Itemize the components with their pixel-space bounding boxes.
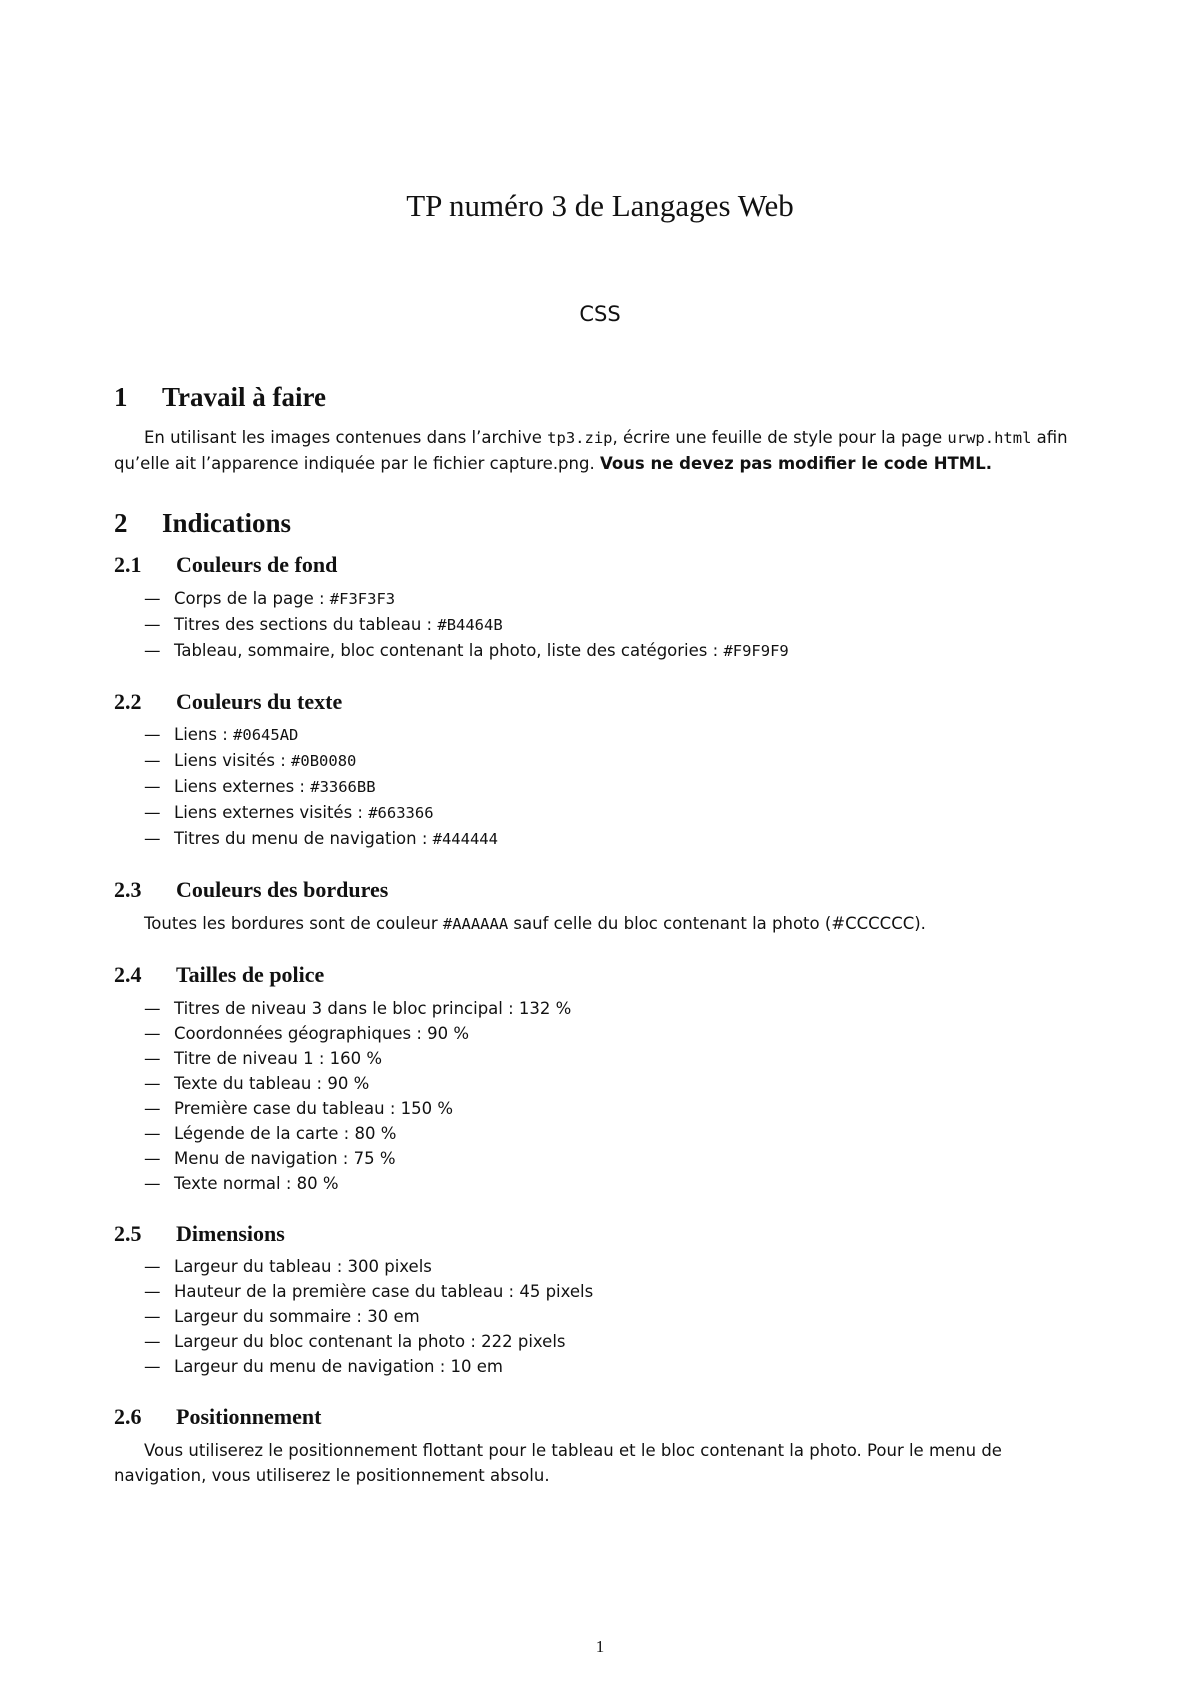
color-value: #0645AD [233, 726, 299, 745]
subsection-title: Couleurs de fond [176, 552, 338, 578]
list-item: — Première case du tableau : 150 % [144, 1096, 1094, 1121]
list-item: — Liens visités : #0B0080 [144, 748, 1094, 774]
color-value: #663366 [368, 804, 434, 823]
list-item: — Largeur du bloc contenant la photo : 222 pixels [144, 1329, 1094, 1354]
list-item: — Liens : #0645AD [144, 722, 1094, 748]
list-item: — Largeur du menu de navigation : 10 em [144, 1354, 1094, 1379]
paragraph: Toutes les bordures sont de couleur #AAAAAA sauf celle du bloc contenant la photo (#CCCCCC). [144, 913, 926, 933]
list-item: — Tableau, sommaire, bloc contenant la photo, liste des catégories : #F9F9F9 [144, 638, 1094, 664]
inline-code: tp3.zip [547, 429, 613, 448]
subsection-title: Dimensions [176, 1220, 285, 1246]
subsection-heading [114, 876, 1094, 905]
color-value: #444444 [432, 830, 498, 849]
paragraph: Vous utiliserez le positionnement flottant pour le tableau et le bloc contenant la photo. Pour le menu de navigation, vous utiliserez le positionnement absolu. [114, 1440, 1002, 1485]
list-item: — Largeur du tableau : 300 pixels [144, 1254, 1094, 1279]
list-item: — Liens externes : #3366BB [144, 774, 1094, 800]
subsection-heading [114, 1220, 1094, 1249]
document-subtitle: CSS [579, 302, 621, 326]
document-body [114, 380, 1094, 1488]
list-dimensions [114, 1254, 1094, 1379]
list-item: — Légende de la carte : 80 % [144, 1121, 1094, 1146]
subsection-heading [114, 551, 1094, 580]
subsection-title: Tailles de police [176, 961, 325, 987]
inline-code: urwp.html [947, 429, 1032, 448]
text: , écrire une feuille de style pour la page [612, 428, 948, 448]
subsection-heading [114, 961, 1094, 990]
list-item: — Titres du menu de navigation : #444444 [144, 826, 1094, 852]
list-item: — Titres des sections du tableau : #B4464B [144, 612, 1094, 638]
color-value: #0B0080 [291, 752, 357, 771]
subsection-heading [114, 1403, 1094, 1432]
list-item: — Menu de navigation : 75 % [144, 1146, 1094, 1171]
section-title: Indications [162, 508, 292, 539]
section-heading [114, 506, 1094, 541]
subsection-number: 2.5 [114, 1220, 142, 1246]
list-item: — Titres de niveau 3 dans le bloc principal : 132 % [144, 996, 1094, 1021]
section-travail-a-faire [114, 380, 1094, 476]
list-item: — Coordonnées géographiques : 90 % [144, 1021, 1094, 1046]
document-title: TP numéro 3 de Langages Web [406, 188, 794, 223]
color-value: #F9F9F9 [723, 641, 789, 660]
list-item: — Texte du tableau : 90 % [144, 1071, 1094, 1096]
list-item: — Liens externes visités : #663366 [144, 800, 1094, 826]
list-item: — Corps de la page : #F3F3F3 [144, 586, 1094, 612]
section-heading [114, 380, 1094, 415]
text: En utilisant les images contenues dans l’archive [144, 428, 548, 448]
subsection-number: 2.1 [114, 552, 142, 578]
subsection-heading [114, 688, 1094, 717]
subsection-number: 2.2 [114, 688, 142, 714]
list-item: — Largeur du sommaire : 30 em [144, 1304, 1094, 1329]
text: afin qu’elle ait l’apparence indiquée par le fichier capture.png. [114, 428, 1068, 474]
subsection-number: 2.6 [114, 1404, 142, 1430]
list-item: — Texte normal : 80 % [144, 1171, 1094, 1196]
list-tailles-de-police [114, 996, 1094, 1196]
bold-text: Vous ne devez pas modifier le code HTML. [599, 454, 992, 474]
section-title: Travail à faire [162, 382, 326, 412]
section-indications [114, 506, 1094, 1488]
list-couleurs-de-fond [114, 586, 1094, 664]
subsection-title: Positionnement [176, 1404, 322, 1430]
section-number: 2 [114, 508, 128, 539]
list-item: — Titre de niveau 1 : 160 % [144, 1046, 1094, 1071]
subsection-number: 2.3 [114, 877, 142, 903]
list-item: — Hauteur de la première case du tableau : 45 pixels [144, 1279, 1094, 1304]
color-value: #F3F3F3 [329, 589, 396, 608]
list-couleurs-du-texte [114, 722, 1094, 852]
page-number: 1 [595, 1637, 605, 1656]
subsection-title: Couleurs du texte [176, 688, 343, 714]
color-value: #B4464B [437, 615, 503, 634]
subsection-number: 2.4 [114, 961, 142, 987]
subsection-title: Couleurs des bordures [176, 877, 389, 903]
section-number: 1 [114, 382, 128, 412]
color-value: #3366BB [310, 778, 376, 797]
paragraph [114, 425, 1094, 476]
color-value: #AAAAAA [442, 914, 509, 933]
